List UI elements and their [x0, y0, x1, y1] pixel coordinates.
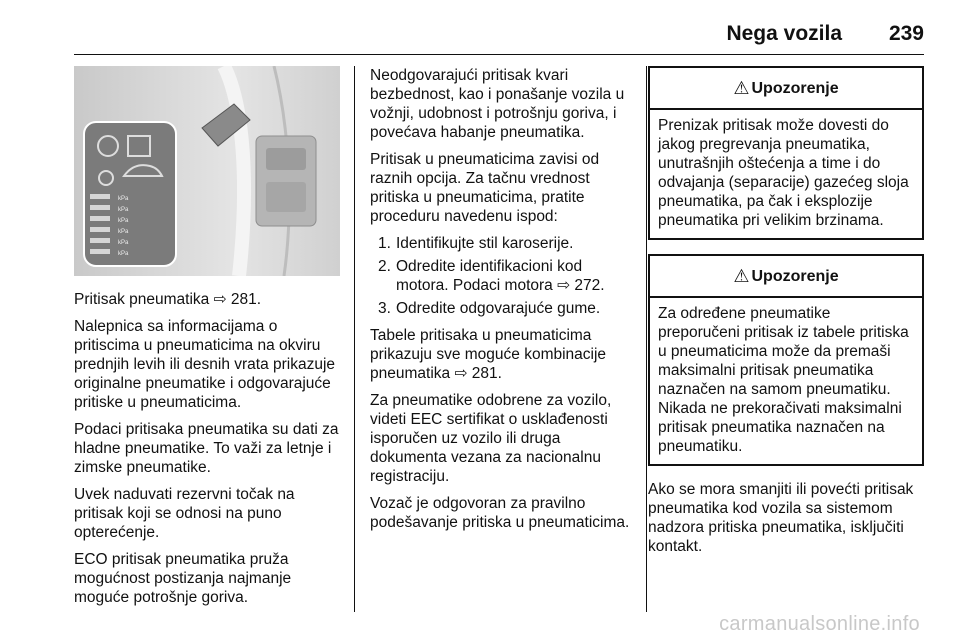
label-row-unit: kPa [118, 240, 129, 246]
column-divider-2 [646, 66, 647, 612]
label-row-marker [90, 216, 110, 221]
warning-title: Upozorenje [751, 267, 839, 285]
paragraph: Za pneumatike odobrene za vozilo, videti EEC sertifikat o usklađenosti isporučen uz vozilo ili druga dokumenta vezana za nacionalnu registraciju. [370, 392, 612, 485]
paragraph: Podaci pritisaka pneumatika su dati za hladne pneumatike. To važi za letnje i zimske pneumatike. [74, 421, 339, 476]
label-row-marker [90, 249, 110, 254]
procedure-steps [370, 234, 636, 318]
watermark: carmanualsonline.info [719, 613, 920, 635]
tire-pressure-label-figure [74, 66, 340, 276]
warning-icon: ⚠ [733, 265, 750, 286]
warning-text: Prenizak pritisak može dovesti do jakog pregrevanja pneumatika, unutrašnjih oštećenja a time i do odvajanja (separacije) gazećeg sloja pneumatika, pa čak i eksplozije pneumatika pri velikim brzinama. [658, 117, 909, 229]
warning-icon: ⚠ [733, 77, 750, 98]
label-row-unit: kPa [118, 229, 129, 235]
header-divider [74, 54, 924, 55]
paragraph: Uvek naduvati rezervni točak na pritisak koji se odnosi na puno opterećenje. [74, 486, 295, 541]
warning-box [648, 254, 924, 466]
paragraph: Tabele pritisaka u pneumaticima prikazuju sve moguće kombinacije pneumatika ⇨ 281. [370, 327, 607, 382]
warning-title: Upozorenje [751, 79, 839, 97]
paragraph: Ako se mora smanjiti ili povećti pritisak pneumatika kod vozila sa sistemom nadzora pritiska pneumatika, isključiti kontakt. [648, 481, 914, 555]
label-row-unit: kPa [118, 196, 129, 202]
step-item: 3. Odredite odgovarajuće gume. [378, 300, 601, 317]
label-row-marker [90, 238, 110, 243]
page-title: Nega vozila [726, 22, 842, 45]
paragraph: Neodgovarajući pritisak kvari bezbednost, kao i ponašanje vozila u vožnji, udobnost i potrošnju goriva, i povećava habanje pneumatika. [370, 67, 625, 141]
paragraph: ECO pritisak pneumatika pruža mogućnost postizanja najmanje moguće potrošnje goriva. [74, 551, 292, 606]
label-row-unit: kPa [118, 251, 129, 257]
page-number: 239 [888, 22, 924, 45]
page-header [0, 0, 960, 52]
column-2 [370, 66, 636, 540]
warning-box [648, 66, 924, 240]
warning-header [650, 256, 922, 298]
figure-caption: Pritisak pneumatika ⇨ 281. [74, 291, 262, 308]
ref-arrow-icon: ⇨ [557, 277, 571, 294]
warning-text: Za određene pneumatike preporučeni pritisak iz tabele pritiska u pneumaticima može da premaši maksimalni pritisak pneumatika naznačen na samom pneumatiku. Nikada ne prekoračivati maksimalni pritisak pneumatika naznačen na pneumatiku. [658, 305, 909, 455]
column-3 [648, 66, 924, 564]
warning-header [650, 68, 922, 110]
label-row-marker [90, 227, 110, 232]
paragraph: Pritisak u pneumaticima zavisi od raznih opcija. Za tačnu vrednost pritiska u pneumaticima, pratite proceduru navedenu ispod: [370, 151, 600, 225]
step-item: 1. Identifikujte stil karoserije. [378, 235, 574, 252]
ref-arrow-icon: ⇨ [454, 365, 468, 382]
label-row-marker [90, 194, 110, 199]
label-row-unit: kPa [118, 218, 129, 224]
door-frame-illustration [74, 66, 340, 276]
label-row-unit: kPa [118, 207, 129, 213]
paragraph: Nalepnica sa informacijama o pritiscima u pneumaticima na okviru prednjih levih ili desnih vrata prikazuje originalne pneumatike i odgovarajuće pritiske u pneumaticima. [74, 318, 336, 411]
ref-arrow-icon: ⇨ [213, 291, 227, 308]
label-row-marker [90, 205, 110, 210]
paragraph: Vozač je odgovoran za pravilno podešavanje pritiska u pneumaticima. [370, 495, 630, 531]
column-1 [74, 66, 342, 615]
column-divider-1 [354, 66, 355, 612]
step-item: 2. Odredite identifikacioni kod motora. Podaci motora ⇨ 272. [378, 258, 605, 294]
